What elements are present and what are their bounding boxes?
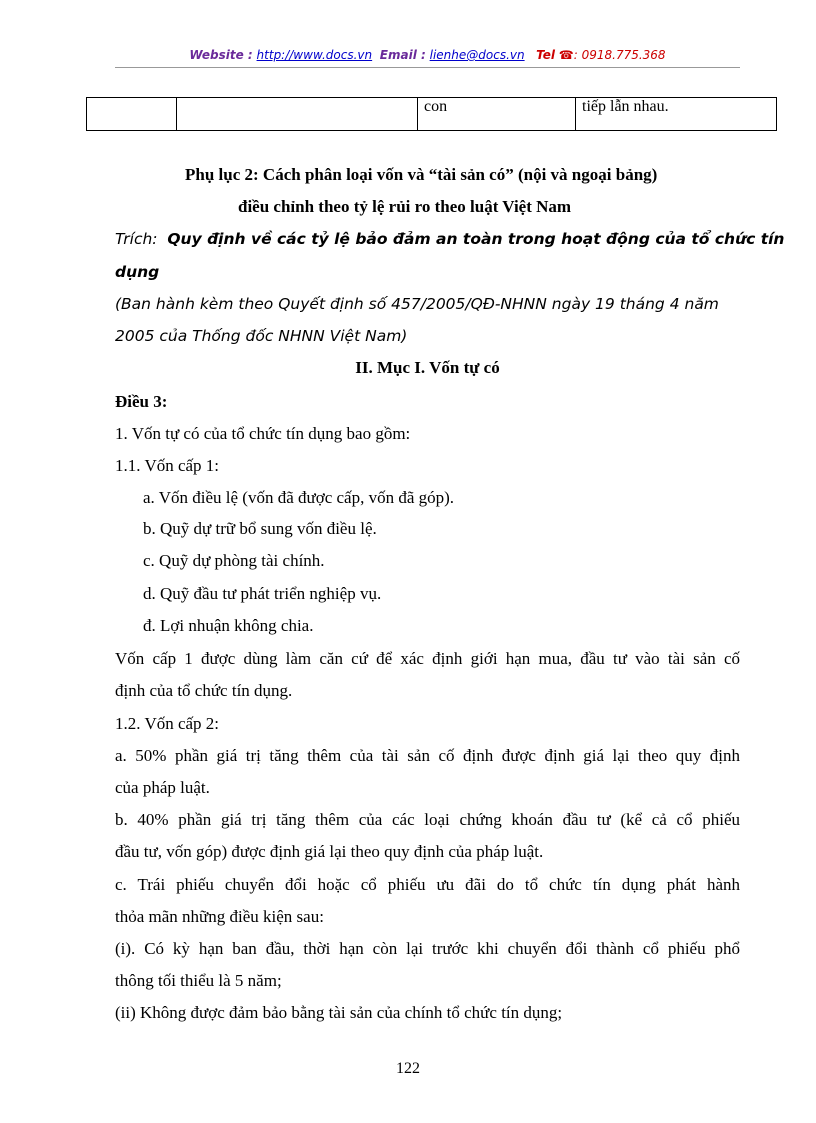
source-line1: (Ban hành kèm theo Quyết định số 457/2005/QĐ-NHNN ngày 19 tháng 4 năm [115,295,719,313]
paragraph: của pháp luật. [115,778,210,797]
paragraph: Vốn cấp 1 được dùng làm căn cứ để xác định giới hạn mua, đầu tư vào tài sản cố [115,649,740,668]
paragraph: 1.2. Vốn cấp 2: [115,714,220,733]
excerpt-label: Trích: [115,230,158,248]
table-cell [177,98,418,131]
article-heading: Điều 3: [115,392,168,411]
table-cell [87,98,177,131]
list-item: c. Quỹ dự phòng tài chính. [143,551,325,570]
website-label: Website : [189,48,253,62]
table-row [87,98,777,131]
paragraph: c. Trái phiếu chuyển đổi hoặc cổ phiếu ưu đãi do tổ chức tín dụng phát hành [115,875,740,894]
list-item: a. Vốn điều lệ (vốn đã được cấp, vốn đã góp). [143,488,455,507]
paragraph: a. 50% phần giá trị tăng thêm của tài sản cố định được định giá lại theo quy định [115,746,740,765]
appendix-title-line2: điều chỉnh theo tỷ lệ rủi ro theo luật Việt Nam [238,197,572,216]
appendix-title-line1: Phụ lục 2: Cách phân loại vốn và “tài sản có” (nội và ngoại bảng) [185,165,658,184]
paragraph: thỏa mãn những điều kiện sau: [115,907,324,926]
paragraph: 1. Vốn tự có của tổ chức tín dụng bao gồm: [115,424,411,443]
list-item: d. Quỹ đầu tư phát triển nghiệp vụ. [143,584,382,603]
tel-number: : 0918.775.368 [573,48,666,62]
header-rule [115,67,740,68]
list-item: b. Quỹ dự trữ bổ sung vốn điều lệ. [143,519,377,538]
table-fragment [86,97,777,131]
section-heading: II. Mục I. Vốn tự có [355,358,500,377]
list-item: đ. Lợi nhuận không chia. [143,616,314,635]
tel-label: Tel [536,48,555,62]
email-label: Email : [379,48,426,62]
page-number: 122 [396,1060,420,1077]
paragraph: (i). Có kỳ hạn ban đầu, thời hạn còn lại trước khi chuyển đổi thành cổ phiếu phổ [115,939,740,958]
excerpt-title: Quy định về các tỷ lệ bảo đảm an toàn trong hoạt động của tổ chức tín [167,230,785,248]
excerpt-title-cont: dụng [115,263,160,281]
email-link[interactable]: lienhe@docs.vn [429,48,525,62]
source-line2: 2005 của Thống đốc NHNN Việt Nam) [115,327,408,345]
paragraph: (ii) Không được đảm bảo bằng tài sản của chính tổ chức tín dụng; [115,1003,563,1022]
website-link[interactable]: http://www.docs.vn [256,48,373,62]
table-cell: con [418,98,576,131]
paragraph: đầu tư, vốn góp) được định giá lại theo quy định của pháp luật. [115,842,544,861]
paragraph: 1.1. Vốn cấp 1: [115,456,220,475]
table-cell: tiếp lẫn nhau. [576,98,777,131]
paragraph: định của tổ chức tín dụng. [115,681,293,700]
phone-icon: ☎ [558,48,574,62]
excerpt-line1 [115,230,784,248]
page-header [115,48,740,62]
paragraph: thông tối thiểu là 5 năm; [115,971,282,990]
paragraph: b. 40% phần giá trị tăng thêm của các loại chứng khoán đầu tư (kể cả cổ phiếu [115,810,740,829]
